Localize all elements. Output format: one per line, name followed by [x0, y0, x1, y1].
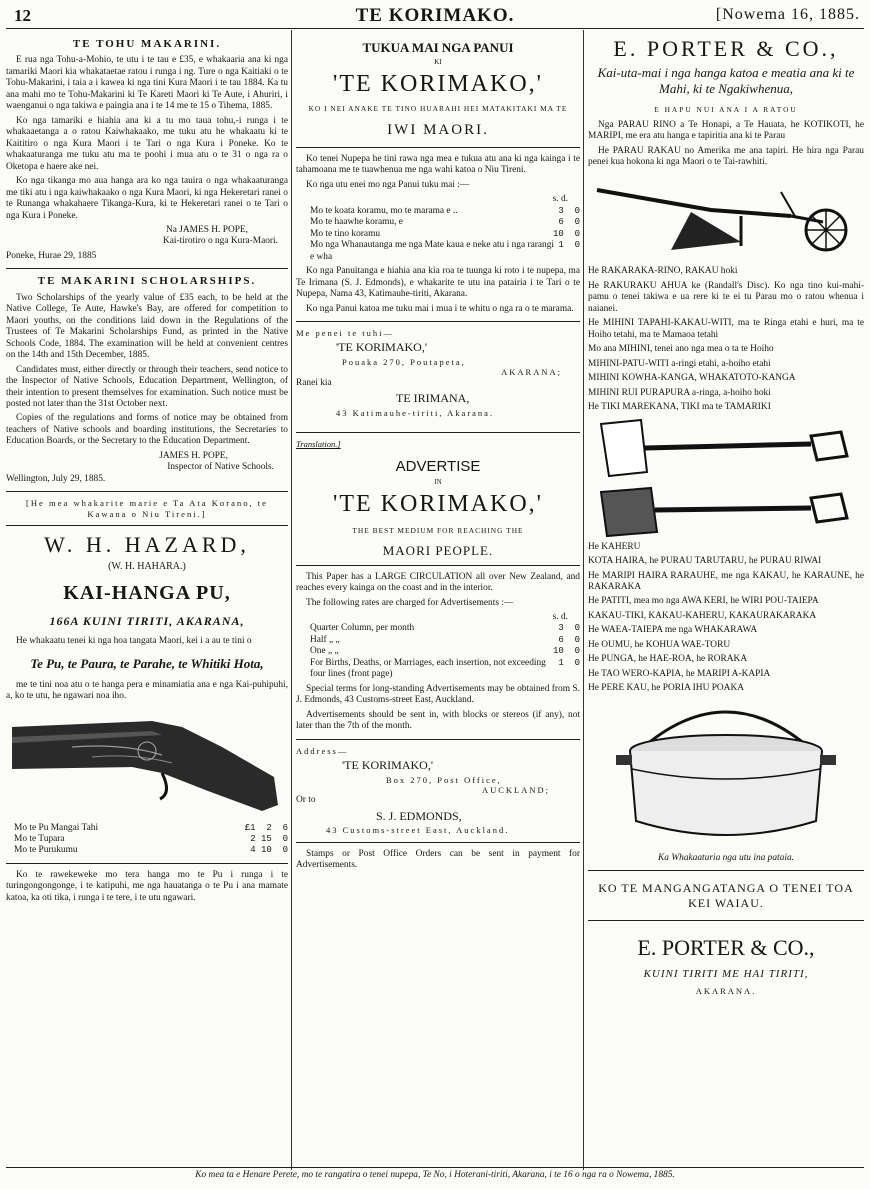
- rate-row: Quarter Column, per month 3 0: [310, 623, 580, 634]
- scholarship-title: TE MAKARINI SCHOLARSHIPS.: [37, 275, 257, 288]
- porter-subtitle: Kai-uta-mai i nga hanga katoa e meatia ana ki te Mahi, ki te Ngakiwhenua,: [597, 64, 855, 96]
- hazard-subname: (W. H. HAHARA.): [108, 561, 186, 573]
- issue-date: [Nowema 16, 1885.: [715, 6, 860, 23]
- tool-list: [588, 266, 864, 413]
- tukua-paragraph: Ko nga Panui katoa me tuku mai i mua i te whitu o nga ra o te marama.: [306, 303, 574, 314]
- hazard-paragraph: Ko te rawekeweke mo tera hanga mo te Pu i runga i te turingongongonge, i te katipuhi, me nga hauatanga o te Pu i ana mamate katoa, ka oti tika, i runga i te tere, i te utu ngawari.: [6, 869, 288, 903]
- tohu-signature: Na JAMES H. POPE,: [165, 224, 248, 235]
- governor-note: [He mea whakarite marie e Ta Ata Korano, te Kawana o Niu Tireni.]: [25, 498, 268, 519]
- divider: [296, 147, 580, 148]
- address-city: AUCKLAND;: [481, 785, 550, 796]
- divider: [588, 920, 864, 921]
- hazard-address: 166A KUINI TIRITI, AKARANA,: [49, 613, 245, 628]
- rate-row: Mo te haawhe koramu, e 6 0: [310, 217, 580, 228]
- plough-paragraph: He PARAU RAKAU no Amerika me ana tapiri. He hira nga Parau penei kua hokona ki nga Maori o te Tai-rawhiti.: [588, 145, 864, 167]
- spade-illustration: [591, 418, 861, 478]
- porter-title: E. PORTER & CO.,: [613, 36, 839, 61]
- tool-item: He TAO WERO-KAPIA, he MARIPI A-KAPIA: [588, 668, 771, 679]
- advertise-paragraph: This Paper has a LARGE CIRCULATION all over New Zealand, and reaches every kainga on the coast and in the interior.: [296, 571, 580, 594]
- porter-city: AKARANA.: [695, 985, 757, 996]
- advertise-paragraph: Special terms for long-standing Advertisements may be obtained from S. J. Edmonds, 43 Customs-street East, Auckland.: [296, 683, 580, 706]
- address-box: Box 270, Post Office,: [386, 774, 502, 785]
- price-list: [6, 823, 288, 857]
- porter-hapu: E HAPU NUI ANA I A RATOU: [654, 104, 798, 114]
- scholarship-paragraph: Candidates must, either directly or through their teachers, send notice to the Inspector of Native Schools, Education Department, Wellington, of their intention to present themselves for examination. Such notice must be posted not later than the 31st October next.: [6, 364, 288, 409]
- divider: [6, 863, 288, 864]
- shovel-illustration: [591, 482, 861, 538]
- advertise-paragraph: The following rates are charged for Advertisements :—: [306, 597, 514, 608]
- tool-item: He MIHINI TAPAHI-KAKAU-WITI, ma te Ringa etahi e huri, ma te Hoiho tetahi, ma te Mamaoa tetahi: [588, 318, 864, 340]
- plough-paragraph: Nga PARAU RINO a Te Honapi, a Te Hauata, he KOTIKOTI, he MARIPI, me era atu hanga e tapiritia ana ki te Parau: [588, 119, 864, 142]
- price-row: Mo te Purukumu 4 10 0: [14, 845, 288, 856]
- tool-item: He OUMU, he KOHUA WAE-TORU: [588, 639, 731, 650]
- rate-row: Mo te koata koramu, mo te marama e .. 3 0: [310, 205, 580, 216]
- tool-item: He PATITI, mea mo nga AWA KERI, he WIRI POU-TAIEPA: [588, 596, 819, 607]
- address-name: 'TE KORIMAKO,': [342, 758, 433, 773]
- rate-row: One „ „ 10 0: [310, 646, 580, 657]
- divider: [296, 432, 580, 433]
- imprint-footer: Ko mea ta e Henare Perete, mo te rangatira o tenei nupepa, Te No, i Hoterani-tiriti, Akarana, i te 16 o nga ra o Nowema, 1885.: [195, 1170, 675, 1180]
- column-divider-1: [291, 30, 292, 1170]
- ranei-label: Ranei kia: [296, 377, 332, 388]
- shotgun-illustration: [12, 707, 282, 817]
- divider: [296, 565, 580, 566]
- rate-row: Half „ „ 6 0: [310, 634, 580, 645]
- tohu-signature-title: Kai-tirotiro o nga Kura-Maori.: [162, 236, 278, 247]
- divider: [296, 321, 580, 322]
- divider: [588, 870, 864, 871]
- scholarship-signature-title: Inspector of Native Schools.: [167, 462, 274, 473]
- tool-item: He TIKI MAREKANA, TIKI ma te TAMARIKI: [588, 402, 771, 413]
- porter-streets: KUINI TIRITI ME HAI TIRITI,: [643, 968, 809, 981]
- scholarship-signature: JAMES H. POPE,: [159, 450, 228, 461]
- tool-item: He KAHERU: [588, 541, 641, 552]
- rate-row: For Births, Deaths, or Marriages, each insertion, not exceeding four lines (front page) 1 0: [310, 657, 580, 680]
- tukua-paragraph: Ko nga utu enei mo nga Panui tuku mai :—: [306, 179, 470, 190]
- tohu-paragraph: Ko nga tamariki e hiahia ana ki a tu mo taua tohu,-i runga i te whakaaetanga a o ratou Kaiwhakaako, me tuku atu he whakaatu ki te Kaititiro o nga Kura Maori i te Tari o nga Kura i Poneke. Ko te whakaaturanga me tuku atu ma te poohi i mua atu o te 31 o nga ra o Oketopa e haere ake nei.: [6, 115, 288, 172]
- price-row: Mo te Tupara 2 15 0: [14, 834, 288, 845]
- tuhi-name: 'TE KORIMAKO,': [336, 340, 427, 355]
- edmonds-name: S. J. EDMONDS,: [376, 808, 462, 823]
- korimako-title: 'TE KORIMAKO,': [333, 71, 543, 98]
- scholarship-place-date: Wellington, July 29, 1885.: [6, 473, 106, 484]
- rate-list: [296, 206, 580, 263]
- tool-item: He PERE KAU, he PORIA IHU POAKA: [588, 683, 744, 694]
- tool-item: He WAEA-TAIEPA me nga WHAKARAWA: [588, 625, 758, 636]
- tool-item: MIHINI KOWHA-KANGA, WHAKATOTO-KANGA: [588, 373, 796, 384]
- tohu-paragraph: E rua nga Tohu-a-Mohio, te utu i te tau e £35, e whakaaria ana ki nga tamariki Maori kia whakataetae ratou i runga i ng. Ture o nga Kaitiaki o te Tohu-Makarini, i taia a i kawea ki nga tini Kura Maori i te tau 1884. Ka tu ana mahi mo te Tohu-Makarini ki Te Kareti Maori ki Te Aute, i Ahuriri, i waenganui o nga takiwa e paingia ana i te 14 me te 15 o Tihema, 1885.: [6, 55, 288, 112]
- column-right: [588, 32, 864, 1165]
- tool-item: Mo ana MIHINI, tenei ano nga mea o ta te Hoiho: [588, 344, 774, 355]
- hazard-paragraph: me te tini noa atu o te hanga pera e minamiatia ana e nga Kai-puhipuhi, a, ko te utu, he ngawari noa iho.: [6, 679, 288, 702]
- tool-item: He RAKURAKU AHUA ke (Randall's Disc). Ko nga tino kui-mahi-pamu o tenei takiwa e ua rere ki te ei tu Parau mo o ratou whenua i naianei.: [588, 280, 864, 314]
- hazard-items: Te Pu, te Paura, te Parahe, te Whitiki Hota,: [30, 655, 264, 671]
- hazard-name: W. H. HAZARD,: [44, 532, 250, 558]
- stamps-note: Stamps or Post Office Orders can be sent in payment for Advertisements.: [296, 848, 580, 871]
- iwi-maori: IWI MAORI.: [387, 121, 489, 138]
- porter-name-footer: E. PORTER & CO.,: [637, 935, 815, 961]
- advertise-rate-list: [296, 623, 580, 680]
- scholarship-paragraph: Two Scholarships of the yearly value of £35 each, to be held at the Native College, Te Aute, Hawke's Bay, are offered for competition to Maori youths, on the conditions laid down in the Regulations of the Trustees of Te Makarini Scholarships Fund, as printed in the Native Schools Code, 1884. The examination will be held at convenient centres on the 14th and 15th December, 1885.: [6, 292, 288, 361]
- divider: [6, 491, 288, 492]
- divider: [6, 525, 288, 526]
- column-left: [6, 32, 288, 1165]
- column-middle: [296, 32, 580, 1165]
- tool-item: MIHINI-PATU-WITI a-ringi etahi, a-hoiho etahi: [588, 358, 771, 369]
- tool-item: MIHINI RUI PURAPURA a-ringa, a-hoiho hoki: [588, 387, 771, 398]
- tukua-ki: KI: [434, 57, 442, 66]
- column-divider-2: [583, 30, 584, 1170]
- korimako-title-english: 'TE KORIMAKO,': [333, 491, 543, 518]
- or-to-label: Or to: [296, 795, 316, 806]
- tool-item: He RAKARAKA-RINO, RAKAU hoki: [588, 266, 738, 277]
- tool-item: He PUNGA, he HAE-ROA, he RORAKA: [588, 654, 748, 665]
- rate-row: Mo nga Whanautanga me nga Mate kaua e neke atu i nga rarangi e wha 1 0: [310, 240, 580, 262]
- tukua-subtitle: KO I NEI ANAKE TE TINO HUARAHI HEI MATAKITAKI MA TE: [308, 103, 568, 113]
- advertise-in: IN: [434, 477, 442, 486]
- translation-note: Translation.]: [296, 439, 341, 450]
- irimana-name: TE IRIMANA,: [396, 391, 470, 406]
- currency-header: s. d.: [552, 611, 568, 622]
- page-header: [6, 2, 864, 28]
- tuhi-box: Pouaka 270, Poutapeta,: [342, 357, 466, 368]
- rate-row: Mo te tino koramu 10 0: [310, 228, 580, 239]
- edmonds-address: 43 Customs-street East, Auckland.: [326, 825, 510, 836]
- maori-people: MAORI PEOPLE.: [382, 542, 494, 558]
- currency-header: s. d.: [552, 194, 568, 205]
- advertise-title: ADVERTISE: [395, 457, 481, 475]
- tuhi-city: AKARANA;: [501, 367, 562, 378]
- tohu-place-date: Poneke, Hurae 29, 1885: [6, 250, 97, 261]
- pot-caption: Ka Whakaaturia nga utu ina pataia.: [658, 852, 794, 863]
- footer-rule: [6, 1167, 864, 1168]
- tool-item: He MARIPI HAIRA RARAUHE, me nga KAKAU, he KARAUNE, he RAKARAKA: [588, 570, 864, 593]
- tukua-title: TUKUA MAI NGA PANUI: [362, 40, 514, 55]
- tool-list-2: [588, 542, 864, 695]
- tukua-paragraph: Ko tenei Nupepa he tini rawa nga mea e tukua atu ana ki nga kainga i te tahamoana me te tuawhenua me nga wahi katoa o Niu Tireni.: [296, 153, 580, 176]
- advertise-best: THE BEST MEDIUM FOR REACHING THE: [352, 525, 524, 535]
- mangangatanga-note: KO TE MANGANGATANGA O TENEI TOA KEI WAIAU.: [598, 881, 854, 910]
- page-number: 12: [14, 6, 31, 25]
- divider: [296, 739, 580, 740]
- cooking-pot-illustration: [606, 699, 846, 849]
- divider: [296, 842, 580, 843]
- hazard-trade: KAI-HANGA PU,: [63, 582, 231, 605]
- address-label: Address—: [296, 745, 349, 756]
- newspaper-title: TE KORIMAKO.: [355, 5, 515, 26]
- price-row: Mo te Pu Mangai Tahi £1 2 6: [14, 822, 288, 833]
- plough-illustration: [591, 172, 861, 262]
- tohu-title: TE TOHU MAKARINI.: [72, 38, 222, 50]
- tuhi-label: Me penei te tuhi—: [296, 328, 394, 339]
- header-rule: [6, 28, 864, 29]
- scholarship-paragraph: Copies of the regulations and forms of notice may be obtained from teachers of Native schools and boarding institutions, the Secretaries to Education Boards, or the Secretary to the Education Department.: [6, 413, 288, 447]
- hazard-paragraph: He whakaatu tenei ki nga hoa tangata Maori, kei i a au te tini o: [16, 636, 252, 647]
- advertise-paragraph: Advertisements should be sent in, with blocks or stereos (if any), not later than the 7th of the month.: [296, 709, 580, 732]
- tohu-paragraph: Ko nga tikanga mo aua hanga ara ko nga tauira o nga whakaaturanga me tiki atu i nga kaiwhakaako o nga Kura Maori, ki nga Hekeretari ranei o te Runanga whakahaere Tikanga-Kura, ki te Hekeretari ranei o te Tari o nga Kura i Poneke.: [6, 176, 288, 221]
- irimana-address: 43 Katimauhe-tiriti, Akarana.: [336, 407, 495, 418]
- tool-item: KOTA HAIRA, he PURAU TARUTARU, he PURAU RIWAI: [588, 556, 822, 567]
- divider: [6, 268, 288, 269]
- tool-item: KAKAU-TIKI, KAKAU-KAHERU, KAKAURAKARAKA: [588, 610, 817, 621]
- tukua-paragraph: Ko nga Panuitanga e hiahia ana kia roa te tuunga ki roto i te nupepa, ma Te Irimana (S. J. Edmonds), e whakarite te utu ina patairia i te Tari o te Nupepa, Nama 43, Katimauhe-tiriti, Akarana.: [296, 266, 580, 300]
